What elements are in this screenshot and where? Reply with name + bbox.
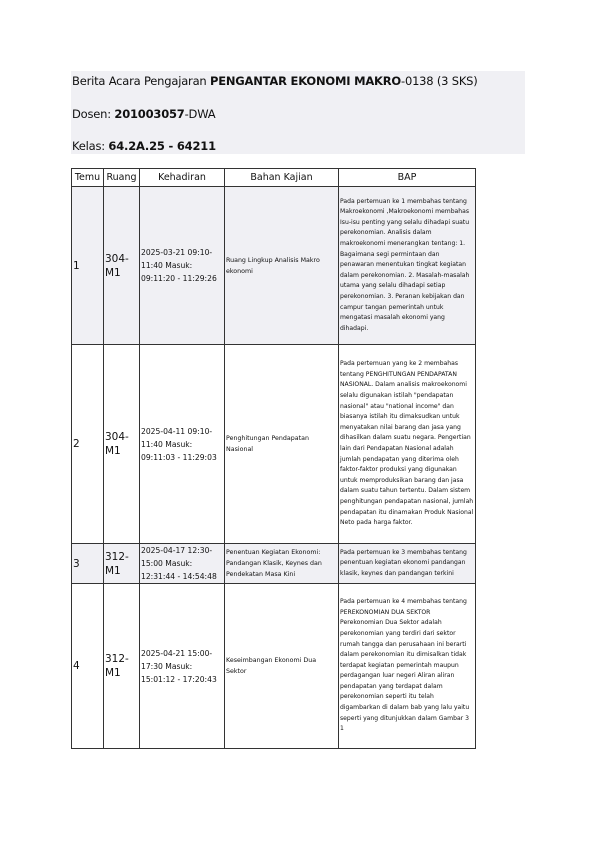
cell-kehadiran: 2025-04-17 12:30-15:00 Masuk: 12:31:44 - 14:54:48 [140,544,225,584]
title-prefix: Berita Acara Pengajaran [72,74,210,88]
cell-ruang: 304-M1 [104,345,140,544]
kelas-value: 64.2A.25 - 64211 [108,139,216,153]
cell-kehadiran: 2025-04-11 09:10-11:40 Masuk: 09:11:03 - 11:29:03 [140,345,225,544]
kelas-label: Kelas: [72,139,109,153]
cell-bahan-kajian: Ruang Lingkup Analisis Makro ekonomi [225,187,339,345]
kelas-line [72,139,216,153]
column-header-temu: Temu [72,169,104,187]
cell-bahan-kajian: Penentuan Kegiatan Ekonomi: Pandangan Klasik, Keynes dan Pendekatan Masa Kini [225,544,339,584]
cell-bap: Pada pertemuan ke 1 membahas tentang Makroekonomi ,Makroekonomi membahas Isu-isu penting yang selalu dihadapi suatu perekonomian. Analisis dalam makroekonomi menerangkan tentang: 1. Bagaimana segi permintaan dan penawaran menentukan tingkat kegiatan dalam perekonomian. 2. Masalah-masalah utama yang selalu dihadapi setiap perekonomian. 3. Peranan kebijakan dan campur tangan pemerintah untuk mengatasi masalah ekonomi yang dihadapi. [339,187,476,345]
bap-table [71,168,476,749]
course-code: -0138 (3 SKS) [401,74,478,88]
report-title [72,74,478,88]
table-header-row [72,169,476,187]
cell-temu: 3 [72,544,104,584]
cell-ruang: 312-M1 [104,584,140,749]
dosen-suffix: -DWA [184,107,216,121]
dosen-id: 201003057 [114,107,185,121]
cell-temu: 4 [72,584,104,749]
cell-kehadiran: 2025-04-21 15:00-17:30 Masuk: 15:01:12 - 17:20:43 [140,584,225,749]
cell-bap: Pada pertemuan yang ke 2 membahas tentang PENGHITUNGAN PENDAPATAN NASIONAL. Dalam analisis makroekonomi selalu digunakan istilah "pendapatan nasional" atau "national income" dan biasanya istilah itu dimaksudkan untuk menyatakan nilai barang dan jasa yang dihasilkan dalam suatu negara. Pengertian lain dari Pendapatan Nasional adalah jumlah pendapatan yang diterima oleh faktor-faktor produksi yang digunakan untuk memproduksikan barang dan jasa dalam suatu tahun tertentu. Dalam sistem penghitungan pendapatan nasional, jumlah pendapatan itu dinamakan Produk Nasional Neto pada harga faktor. [339,345,476,544]
column-header-kehadiran: Kehadiran [140,169,225,187]
cell-temu: 2 [72,345,104,544]
table-row [72,187,476,345]
table-row [72,345,476,544]
column-header-bahan-kajian: Bahan Kajian [225,169,339,187]
course-name: PENGANTAR EKONOMI MAKRO [209,74,401,88]
table-row [72,584,476,749]
column-header-bap: BAP [339,169,476,187]
cell-ruang: 304-M1 [104,187,140,345]
cell-bahan-kajian: Penghitungan Pendapatan Nasional [225,345,339,544]
cell-ruang: 312-M1 [104,544,140,584]
dosen-label: Dosen: [72,107,115,121]
cell-bap: Pada pertemuan ke 4 membahas tentang PEREKONOMIAN DUA SEKTOR Perekonomian Dua Sektor adalah perekonomian yang terdiri dari sektor rumah tangga dan perusahaan ini berarti dalam perekonomian itu dimisalkan tidak terdapat kegiatan pemerintah maupun perdagangan luar negeri Aliran aliran pendapatan yang terdapat dalam perekonomian seperti itu telah digambarkan di dalam bab yang lalu yaitu seperti yang ditunjukkan dalam Gambar 3 1 [339,584,476,749]
cell-bahan-kajian: Keseimbangan Ekonomi Dua Sektor [225,584,339,749]
column-header-ruang: Ruang [104,169,140,187]
table-row [72,544,476,584]
cell-bap: Pada pertemuan ke 3 membahas tentang penentuan kegiatan ekonomi pandangan klasik, keynes dan pandangan terkini [339,544,476,584]
cell-kehadiran: 2025-03-21 09:10-11:40 Masuk: 09:11:20 - 11:29:26 [140,187,225,345]
dosen-line [72,107,215,121]
cell-temu: 1 [72,187,104,345]
